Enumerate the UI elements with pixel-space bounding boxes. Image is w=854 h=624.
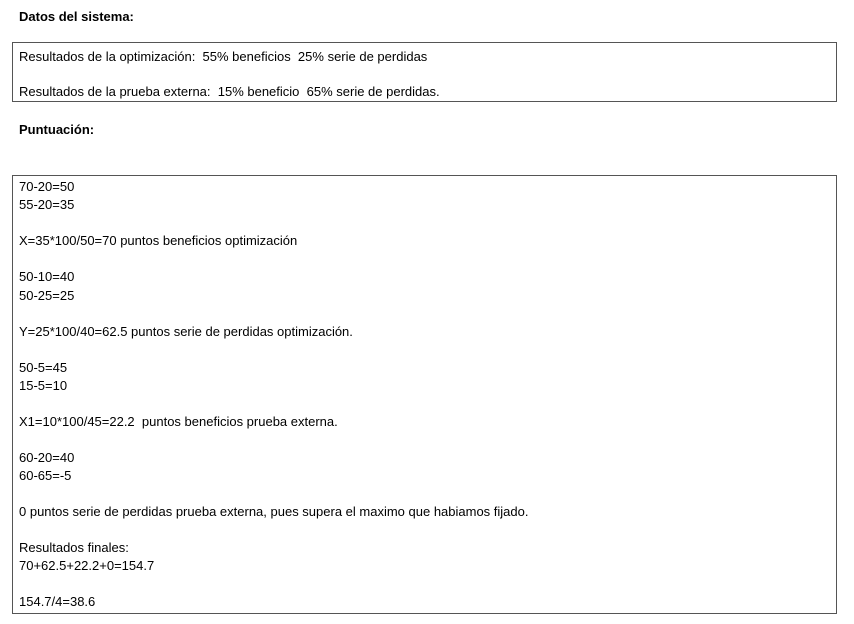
optimization-results-text: Resultados de la optimización: 55% beneficios 25% serie de perdidas (19, 49, 428, 64)
score-calculation-box (12, 175, 837, 614)
calc-line: X1=10*100/45=22.2 puntos beneficios prueba externa. (19, 414, 338, 429)
calc-line: Y=25*100/40=62.5 puntos serie de perdidas optimización. (19, 324, 353, 339)
calc-line: 15-5=10 (19, 378, 68, 393)
calc-line: 60-65=-5 (19, 468, 72, 483)
system-data-heading: Datos del sistema: (19, 9, 134, 24)
calc-line: 70-20=50 (19, 179, 75, 194)
calc-line: 55-20=35 (19, 197, 75, 212)
final-results-label: Resultados finales: (19, 540, 129, 555)
external-test-results-text: Resultados de la prueba externa: 15% beneficio 65% serie de perdidas. (19, 84, 440, 99)
calc-line: X=35*100/50=70 puntos beneficios optimización (19, 233, 298, 248)
calc-line: 70+62.5+22.2+0=154.7 (19, 558, 155, 573)
score-heading: Puntuación: (19, 122, 95, 137)
calc-line: 60-20=40 (19, 450, 75, 465)
final-score-line: 154.7/4=38.6 (19, 594, 96, 609)
system-results-box (12, 42, 837, 102)
calc-line: 50-10=40 (19, 269, 75, 284)
calc-line: 50-5=45 (19, 360, 68, 375)
calc-line: 50-25=25 (19, 288, 75, 303)
calc-line: 0 puntos serie de perdidas prueba externa, pues supera el maximo que habiamos fijado. (19, 504, 529, 519)
